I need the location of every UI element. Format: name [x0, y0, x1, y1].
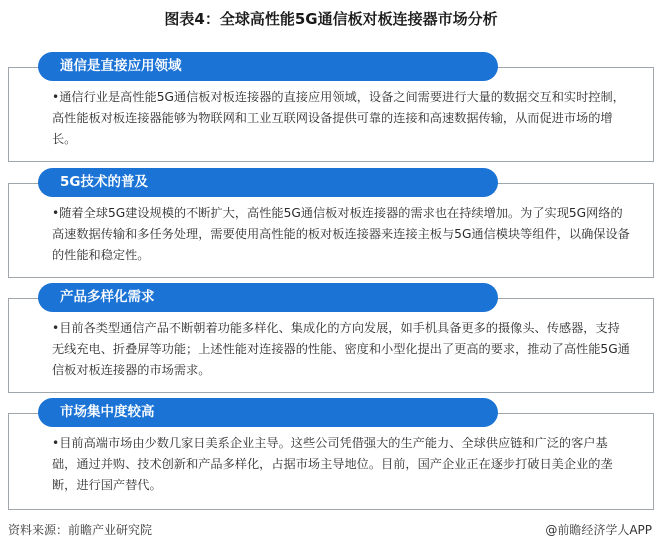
page-title: 图表4：全球高性能5G通信板对板连接器市场分析 — [164, 10, 498, 28]
section-heading: 市场集中度较高 — [38, 398, 498, 427]
brand-note: @前瞻经济学人APP — [545, 523, 652, 537]
section-text: •随着全球5G建设规模的不断扩大，高性能5G通信板对板连接器的需求也在持续增加。为了实现5G网络的高速数据传输和多任务处理，需要使用高性能的板对板连接器来连接主板与5G通信模块等组件，以确保设备的性能和稳定性。 — [52, 206, 630, 262]
source-note: 资料来源：前瞻产业研究院 — [8, 523, 153, 537]
section-product-diversity — [8, 283, 654, 393]
section-communication — [8, 52, 654, 162]
section-text: •目前各类型通信产品不断朝着功能多样化、集成化的方向发展，如手机具备更多的摄像头、传感器，支持无线充电、折叠屏等功能；上述性能对连接器的性能、密度和小型化提出了更高的要求，推动了高性能5G通信板对板连接器的市场需求。 — [52, 321, 630, 377]
section-heading: 5G技术的普及 — [38, 168, 498, 197]
section-text: •目前高端市场由少数几家日美系企业主导。这些公司凭借强大的生产能力、全球供应链和广泛的客户基础，通过并购、技术创新和产品多样化，占据市场主导地位。目前，国产企业正在逐步打破日美企业的垄断，进行国产替代。 — [52, 436, 613, 492]
section-heading: 通信是直接应用领域 — [38, 52, 498, 81]
section-heading: 产品多样化需求 — [38, 283, 498, 312]
section-text: •通信行业是高性能5G通信板对板连接器的直接应用领域，设备之间需要进行大量的数据交互和实时控制，高性能板对板连接器能够为物联网和工业互联网设备提供可靠的连接和高速数据传输，从而促进市场的增长。 — [52, 90, 625, 146]
section-market-concentration — [8, 398, 654, 510]
section-5g-adoption — [8, 168, 654, 278]
